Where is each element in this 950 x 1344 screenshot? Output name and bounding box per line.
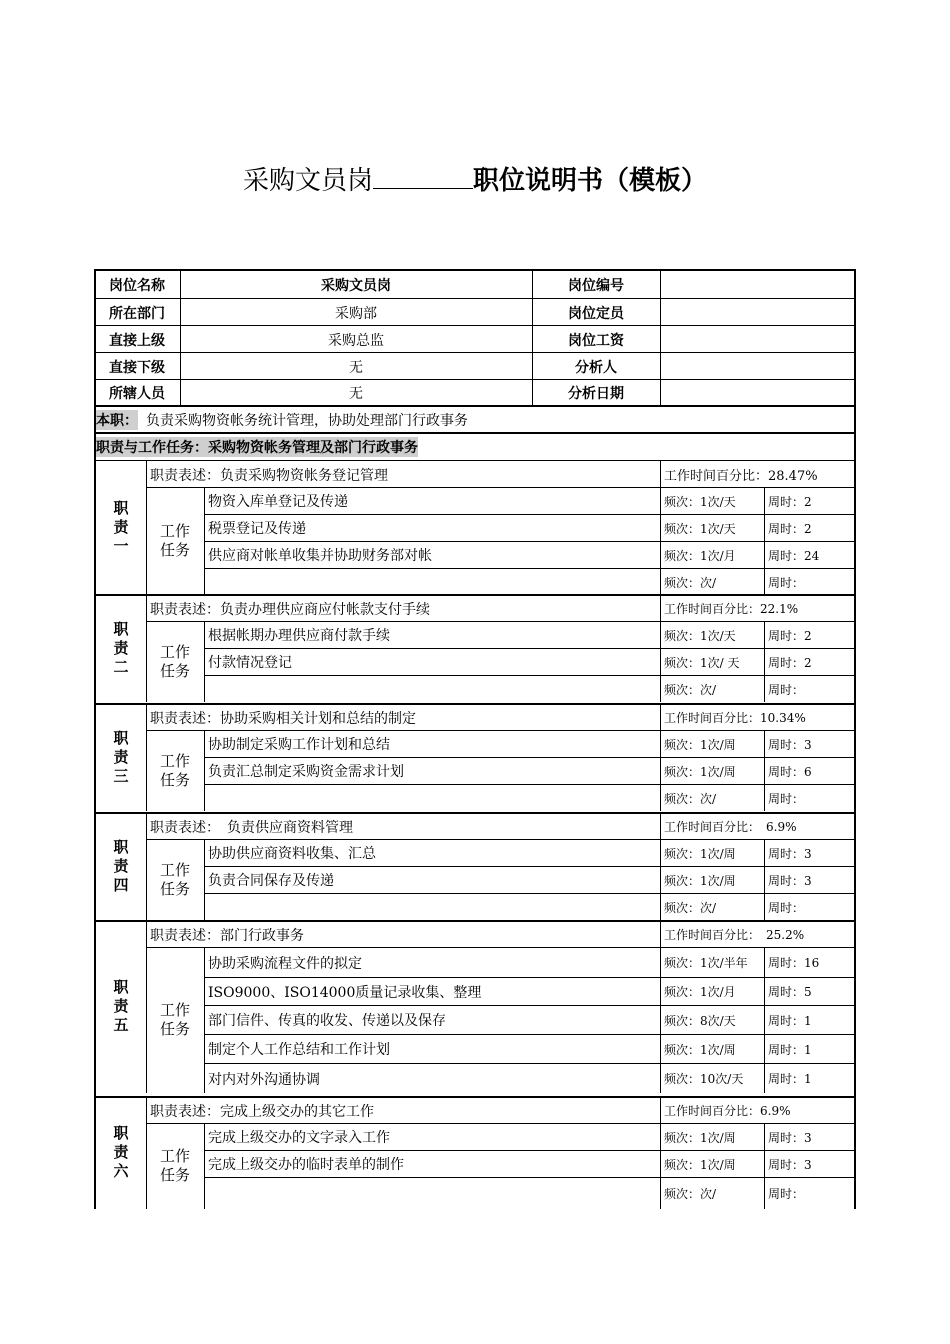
document-title — [0, 160, 950, 197]
time-percentage: 工作时间百分比：10.34% — [664, 711, 806, 725]
task-weekly-hours: 周时：3 — [768, 873, 812, 888]
task-weekly-hours: 周时：3 — [768, 737, 812, 752]
task-frequency: 频次：1次/周 — [664, 764, 736, 779]
responsibility-name: 职 责 四 — [113, 837, 129, 894]
task-frequency: 频次：1次/天 — [664, 494, 736, 509]
col-rule — [660, 621, 661, 702]
time-percentage: 工作时间百分比：22.1% — [664, 602, 799, 616]
task-item — [208, 1178, 656, 1209]
title-underline — [373, 166, 473, 189]
field-value — [660, 327, 856, 352]
responsibility-name: 职 责 六 — [113, 1124, 129, 1180]
task-frequency: 频次：1次/月 — [664, 985, 736, 999]
task-weekly-hours: 周时： — [768, 682, 805, 697]
header-col-rule — [532, 269, 533, 405]
task-label: 工作 任务 — [159, 860, 190, 898]
col-rule — [660, 920, 661, 947]
task-weekly-hours: 周时：3 — [768, 1130, 812, 1145]
col-rule — [204, 730, 205, 811]
position-name: 采购文员岗 — [242, 166, 373, 196]
field-label: 所辖人员 — [109, 386, 165, 402]
task-label: 工作 任务 — [159, 522, 190, 559]
task-frequency: 频次：10次/天 — [664, 1072, 744, 1086]
col-rule — [660, 839, 661, 920]
field-value — [660, 300, 856, 325]
task-frequency: 频次：次/ — [664, 1187, 717, 1201]
task-label: 工作 任务 — [159, 642, 190, 680]
task-weekly-hours: 周时：1 — [768, 1072, 812, 1086]
field-label: 岗位编号 — [568, 277, 624, 294]
duty-row — [96, 407, 854, 432]
task-frequency: 频次：1次/周 — [664, 737, 736, 752]
col-rule — [764, 839, 765, 920]
task-frequency: 频次：1次/天 — [664, 628, 736, 643]
task-weekly-hours: 周时：2 — [768, 521, 812, 536]
task-item — [208, 676, 656, 702]
task-frequency: 频次：8次/天 — [664, 1013, 736, 1028]
responsibility-description: 职责表述：负责采购物资帐务登记管理 — [150, 467, 388, 484]
section-bottom-rule — [94, 460, 856, 461]
task-label: 工作 任务 — [159, 1147, 190, 1184]
task-frequency: 频次：1次/周 — [664, 1042, 736, 1057]
job-description-table — [94, 269, 856, 1209]
task-item: 完成上级交办的临时表单的制作 — [208, 1157, 404, 1173]
task-frequency: 频次：次/ — [664, 682, 717, 697]
task-item: 负责汇总制定采购资金需求计划 — [208, 764, 404, 780]
field-label: 分析日期 — [568, 386, 624, 402]
task-weekly-hours: 周时：1 — [768, 1042, 812, 1057]
task-frequency: 频次：1次/半年 — [664, 956, 748, 970]
header-col-rule — [660, 269, 661, 405]
col-rule — [204, 487, 205, 595]
field-value: 无 — [349, 386, 363, 402]
header-row-rule — [94, 298, 856, 299]
col-rule — [660, 1123, 661, 1209]
task-item — [208, 894, 656, 920]
task-item: 负责合同保存及传递 — [208, 873, 334, 889]
task-item: 完成上级交办的文字录入工作 — [208, 1130, 390, 1146]
task-frequency: 频次：1次/ 天 — [664, 655, 740, 670]
responsibility-description: 职责表述：完成上级交办的其它工作 — [150, 1103, 374, 1120]
task-item: 税票登记及传递 — [208, 521, 306, 537]
col-rule — [660, 594, 661, 621]
col-rule — [764, 947, 765, 1093]
task-label: 工作 任务 — [159, 751, 190, 789]
field-value — [660, 354, 856, 379]
task-item: 协助采购流程文件的拟定 — [208, 955, 362, 972]
time-percentage: 工作时间百分比： 6.9% — [664, 820, 797, 834]
field-label: 岗位工资 — [568, 332, 624, 349]
task-weekly-hours: 周时： — [768, 1187, 805, 1201]
task-weekly-hours: 周时：24 — [768, 548, 820, 563]
col-rule — [660, 730, 661, 811]
task-frequency: 频次：1次/月 — [664, 548, 736, 563]
task-frequency: 频次：1次/周 — [664, 1130, 736, 1145]
task-item — [208, 785, 656, 811]
col-rule — [660, 487, 661, 595]
col-rule — [204, 947, 205, 1093]
task-item: 根据帐期办理供应商付款手续 — [208, 628, 390, 644]
task-frequency: 频次：次/ — [664, 791, 717, 806]
task-weekly-hours: 周时：2 — [768, 628, 812, 643]
col-rule — [204, 621, 205, 702]
col-rule — [764, 621, 765, 702]
col-rule — [660, 947, 661, 1093]
col-rule — [660, 703, 661, 730]
time-percentage: 工作时间百分比：28.47% — [664, 469, 818, 484]
task-weekly-hours: 周时： — [768, 575, 805, 590]
col-rule — [204, 839, 205, 920]
duty-label: 本职： — [96, 410, 138, 430]
task-item: 协助供应商资料收集、汇总 — [208, 846, 376, 862]
responsibility-name: 职 责 一 — [113, 499, 129, 555]
responsibility-name: 职 责 五 — [113, 978, 129, 1034]
header-col-rule — [180, 269, 181, 405]
task-weekly-hours: 周时：16 — [768, 956, 820, 970]
task-frequency: 频次：1次/周 — [664, 873, 736, 888]
section-title-row — [96, 434, 854, 460]
field-value — [660, 381, 856, 405]
col-rule — [764, 1123, 765, 1209]
col-rule — [764, 730, 765, 811]
task-item: 协助制定采购工作计划和总结 — [208, 737, 390, 753]
task-item: 物资入库单登记及传递 — [208, 494, 348, 510]
task-item: ISO9000、ISO14000质量记录收集、整理 — [208, 984, 482, 1001]
task-item: 制定个人工作总结和工作计划 — [208, 1042, 390, 1058]
task-weekly-hours: 周时：2 — [768, 494, 812, 509]
header-row-rule — [94, 325, 856, 326]
field-value: 采购总监 — [328, 332, 384, 349]
col-rule — [204, 1123, 205, 1209]
col-rule — [660, 1096, 661, 1123]
task-weekly-hours: 周时：5 — [768, 985, 812, 999]
responsibility-name: 职 责 三 — [113, 728, 129, 785]
field-label: 分析人 — [575, 359, 617, 376]
field-value — [660, 271, 856, 298]
task-weekly-hours: 周时：6 — [768, 764, 812, 779]
task-item: 付款情况登记 — [208, 655, 292, 671]
field-label: 直接上级 — [109, 332, 165, 349]
col-rule — [660, 460, 661, 487]
responsibility-description: 职责表述：部门行政事务 — [150, 927, 304, 944]
responsibility-description: 职责表述：负责办理供应商应付帐款支付手续 — [150, 601, 430, 618]
task-frequency: 频次：1次/天 — [664, 521, 736, 536]
section-title: 职责与工作任务：采购物资帐务管理及部门行政事务 — [96, 437, 418, 457]
header-row-rule — [94, 352, 856, 353]
header-row-rule — [94, 379, 856, 380]
field-label: 直接下级 — [109, 359, 165, 376]
responsibility-description: 职责表述：协助采购相关计划和总结的制定 — [150, 710, 416, 727]
task-frequency: 频次：次/ — [664, 900, 717, 915]
table-border-right — [854, 269, 856, 1209]
task-label: 工作 任务 — [159, 1001, 190, 1038]
doc-title: 职位说明书（模板） — [473, 166, 708, 196]
task-weekly-hours: 周时：2 — [768, 655, 812, 670]
time-percentage: 工作时间百分比： 25.2% — [664, 928, 805, 942]
field-label: 岗位名称 — [109, 277, 165, 294]
task-weekly-hours: 周时：3 — [768, 846, 812, 861]
field-label: 所在部门 — [109, 305, 165, 322]
responsibility-name: 职 责 二 — [113, 619, 129, 676]
time-percentage: 工作时间百分比：6.9% — [664, 1104, 791, 1118]
responsibility-description: 职责表述： 负责供应商资料管理 — [150, 819, 353, 836]
task-item: 对内对外沟通协调 — [208, 1071, 320, 1088]
task-item: 供应商对帐单收集并协助财务部对帐 — [208, 548, 432, 564]
task-item — [208, 569, 656, 595]
col-rule — [660, 812, 661, 839]
task-weekly-hours: 周时： — [768, 791, 805, 806]
duty-text: 负责采购物资帐务统计管理，协助处理部门行政事务 — [146, 412, 468, 429]
task-frequency: 频次：次/ — [664, 575, 717, 590]
task-frequency: 频次：1次/周 — [664, 846, 736, 861]
field-value: 采购部 — [335, 305, 377, 322]
field-label: 岗位定员 — [568, 305, 624, 322]
task-item: 部门信件、传真的收发、传递以及保存 — [208, 1013, 446, 1029]
field-value: 无 — [349, 359, 363, 376]
task-weekly-hours: 周时：3 — [768, 1157, 812, 1172]
field-value: 采购文员岗 — [321, 277, 391, 294]
col-rule — [764, 487, 765, 595]
task-weekly-hours: 周时：1 — [768, 1013, 812, 1028]
task-weekly-hours: 周时： — [768, 900, 805, 915]
task-frequency: 频次：1次/周 — [664, 1157, 736, 1172]
